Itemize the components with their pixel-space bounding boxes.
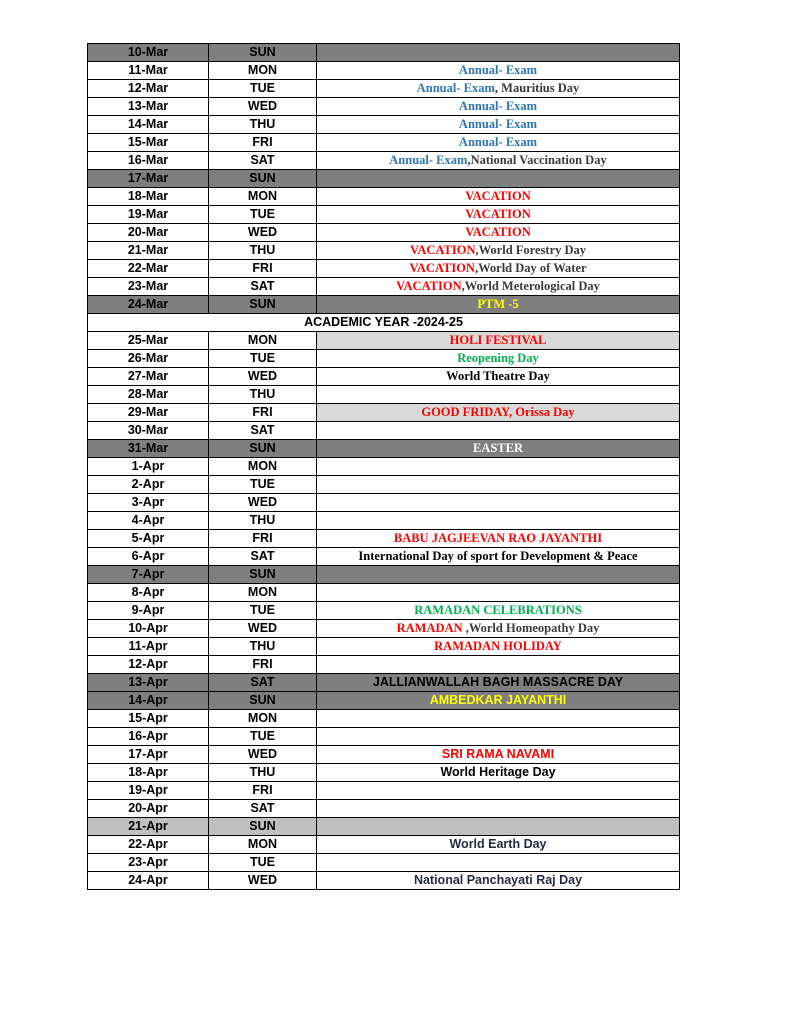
event-cell — [317, 656, 680, 674]
day-cell: FRI — [209, 404, 317, 422]
event-text: World Heritage Day — [440, 765, 556, 779]
calendar-row — [88, 800, 680, 818]
day-cell: WED — [209, 620, 317, 638]
academic-year-header-row — [88, 314, 680, 332]
event-cell — [317, 440, 680, 458]
event-text: RAMADAN CELEBRATIONS — [414, 603, 582, 617]
day-cell: WED — [209, 368, 317, 386]
event-cell — [317, 224, 680, 242]
day-cell: FRI — [209, 656, 317, 674]
event-text: VACATION — [465, 189, 531, 203]
event-cell — [317, 188, 680, 206]
event-text: ,National Vaccination Day — [467, 153, 607, 167]
event-cell — [317, 494, 680, 512]
event-text: EASTER — [472, 441, 524, 455]
event-text: RAMADAN — [396, 621, 463, 635]
day-cell: THU — [209, 512, 317, 530]
calendar-row — [88, 206, 680, 224]
calendar-row — [88, 674, 680, 692]
calendar-row — [88, 386, 680, 404]
academic-year-header: ACADEMIC YEAR -2024-25 — [88, 314, 680, 332]
event-cell — [317, 800, 680, 818]
calendar-table — [87, 43, 680, 890]
day-cell: WED — [209, 494, 317, 512]
day-cell: SUN — [209, 440, 317, 458]
day-cell: TUE — [209, 476, 317, 494]
calendar-row — [88, 566, 680, 584]
date-cell: 10-Apr — [88, 620, 209, 638]
calendar-row — [88, 458, 680, 476]
event-text: ,World Forestry Day — [475, 243, 587, 257]
event-cell — [317, 80, 680, 98]
event-cell — [317, 530, 680, 548]
day-cell: TUE — [209, 728, 317, 746]
event-text: PTM -5 — [477, 297, 519, 311]
day-cell: MON — [209, 62, 317, 80]
day-cell: SUN — [209, 818, 317, 836]
calendar-row — [88, 656, 680, 674]
calendar-row — [88, 278, 680, 296]
event-cell — [317, 170, 680, 188]
calendar-row — [88, 170, 680, 188]
event-cell — [317, 98, 680, 116]
event-text: Annual- Exam — [458, 99, 538, 113]
date-cell: 20-Mar — [88, 224, 209, 242]
date-cell: 3-Apr — [88, 494, 209, 512]
event-text: World Theatre Day — [446, 369, 550, 383]
day-cell: WED — [209, 872, 317, 890]
event-text: SRI RAMA NAVAMI — [441, 747, 555, 761]
event-cell — [317, 836, 680, 854]
event-text: BABU JAGJEEVAN RAO JAYANTHI — [393, 531, 603, 545]
event-cell — [317, 584, 680, 602]
day-cell: TUE — [209, 206, 317, 224]
day-cell: MON — [209, 188, 317, 206]
event-cell — [317, 818, 680, 836]
event-cell — [317, 44, 680, 62]
calendar-row — [88, 98, 680, 116]
date-cell: 15-Mar — [88, 134, 209, 152]
day-cell: MON — [209, 836, 317, 854]
event-text: Annual- Exam — [458, 63, 538, 77]
day-cell: WED — [209, 224, 317, 242]
day-cell: SAT — [209, 800, 317, 818]
date-cell: 5-Apr — [88, 530, 209, 548]
date-cell: 18-Mar — [88, 188, 209, 206]
date-cell: 12-Mar — [88, 80, 209, 98]
event-cell — [317, 350, 680, 368]
date-cell: 23-Mar — [88, 278, 209, 296]
event-text: RAMADAN HOLIDAY — [434, 639, 562, 653]
day-cell: SAT — [209, 278, 317, 296]
day-cell: SAT — [209, 548, 317, 566]
event-cell — [317, 566, 680, 584]
date-cell: 16-Mar — [88, 152, 209, 170]
date-cell: 11-Apr — [88, 638, 209, 656]
day-cell: MON — [209, 458, 317, 476]
day-cell: WED — [209, 98, 317, 116]
calendar-row — [88, 404, 680, 422]
day-cell: TUE — [209, 854, 317, 872]
calendar-row — [88, 602, 680, 620]
calendar-row — [88, 620, 680, 638]
event-text: World Earth Day — [449, 837, 547, 851]
calendar-row — [88, 368, 680, 386]
calendar-row — [88, 116, 680, 134]
event-cell — [317, 710, 680, 728]
day-cell: FRI — [209, 260, 317, 278]
event-cell — [317, 368, 680, 386]
event-cell — [317, 854, 680, 872]
day-cell: SAT — [209, 422, 317, 440]
calendar-body — [88, 44, 680, 890]
event-cell — [317, 476, 680, 494]
date-cell: 26-Mar — [88, 350, 209, 368]
day-cell: THU — [209, 116, 317, 134]
calendar-row — [88, 242, 680, 260]
date-cell: 31-Mar — [88, 440, 209, 458]
calendar-row — [88, 638, 680, 656]
date-cell: 24-Mar — [88, 296, 209, 314]
date-cell: 15-Apr — [88, 710, 209, 728]
day-cell: FRI — [209, 782, 317, 800]
event-text: Reopening Day — [457, 351, 539, 365]
event-cell — [317, 116, 680, 134]
event-text: GOOD FRIDAY, Orissa Day — [421, 405, 575, 419]
event-text: VACATION — [465, 207, 531, 221]
date-cell: 1-Apr — [88, 458, 209, 476]
event-text: VACATION — [409, 261, 475, 275]
calendar-row — [88, 746, 680, 764]
date-cell: 17-Mar — [88, 170, 209, 188]
calendar-row — [88, 710, 680, 728]
event-text: International Day of sport for Development & Peace — [358, 549, 638, 563]
calendar-row — [88, 530, 680, 548]
date-cell: 27-Mar — [88, 368, 209, 386]
date-cell: 14-Apr — [88, 692, 209, 710]
event-cell — [317, 242, 680, 260]
date-cell: 23-Apr — [88, 854, 209, 872]
date-cell: 19-Apr — [88, 782, 209, 800]
calendar-row — [88, 818, 680, 836]
day-cell: TUE — [209, 602, 317, 620]
calendar-row — [88, 476, 680, 494]
date-cell: 13-Mar — [88, 98, 209, 116]
calendar-row — [88, 80, 680, 98]
event-cell — [317, 746, 680, 764]
calendar-row — [88, 44, 680, 62]
day-cell: SUN — [209, 692, 317, 710]
date-cell: 7-Apr — [88, 566, 209, 584]
calendar-row — [88, 350, 680, 368]
date-cell: 30-Mar — [88, 422, 209, 440]
event-cell — [317, 692, 680, 710]
event-cell — [317, 332, 680, 350]
date-cell: 18-Apr — [88, 764, 209, 782]
event-text: ,World Homeopathy Day — [462, 621, 600, 635]
date-cell: 11-Mar — [88, 62, 209, 80]
event-cell — [317, 674, 680, 692]
day-cell: SUN — [209, 296, 317, 314]
day-cell: WED — [209, 746, 317, 764]
date-cell: 2-Apr — [88, 476, 209, 494]
date-cell: 25-Mar — [88, 332, 209, 350]
day-cell: FRI — [209, 134, 317, 152]
event-cell — [317, 764, 680, 782]
calendar-row — [88, 512, 680, 530]
calendar-row — [88, 764, 680, 782]
day-cell: TUE — [209, 80, 317, 98]
calendar-row — [88, 782, 680, 800]
date-cell: 12-Apr — [88, 656, 209, 674]
day-cell: FRI — [209, 530, 317, 548]
event-text: Annual- Exam — [458, 135, 538, 149]
event-cell — [317, 422, 680, 440]
event-text: ,World Day of Water — [474, 261, 587, 275]
event-cell — [317, 386, 680, 404]
date-cell: 13-Apr — [88, 674, 209, 692]
date-cell: 14-Mar — [88, 116, 209, 134]
event-cell — [317, 134, 680, 152]
date-cell: 4-Apr — [88, 512, 209, 530]
event-cell — [317, 512, 680, 530]
day-cell: TUE — [209, 350, 317, 368]
day-cell: SAT — [209, 674, 317, 692]
date-cell: 16-Apr — [88, 728, 209, 746]
date-cell: 8-Apr — [88, 584, 209, 602]
calendar-row — [88, 134, 680, 152]
event-cell — [317, 458, 680, 476]
event-text: VACATION — [465, 225, 531, 239]
calendar-row — [88, 692, 680, 710]
calendar-row — [88, 260, 680, 278]
calendar-row — [88, 494, 680, 512]
event-text: , Mauritius Day — [494, 81, 580, 95]
day-cell: MON — [209, 584, 317, 602]
calendar-row — [88, 440, 680, 458]
calendar-row — [88, 548, 680, 566]
event-cell — [317, 638, 680, 656]
date-cell: 22-Apr — [88, 836, 209, 854]
date-cell: 22-Mar — [88, 260, 209, 278]
day-cell: SUN — [209, 44, 317, 62]
date-cell: 19-Mar — [88, 206, 209, 224]
date-cell: 28-Mar — [88, 386, 209, 404]
event-text: VACATION — [396, 279, 462, 293]
event-cell — [317, 548, 680, 566]
calendar-row — [88, 728, 680, 746]
date-cell: 21-Apr — [88, 818, 209, 836]
event-cell — [317, 872, 680, 890]
event-cell — [317, 152, 680, 170]
event-text: AMBEDKAR JAYANTHI — [429, 693, 567, 707]
event-text: Annual- Exam — [389, 153, 468, 167]
event-cell — [317, 260, 680, 278]
event-text: National Panchayati Raj Day — [413, 873, 583, 887]
calendar-row — [88, 854, 680, 872]
day-cell: THU — [209, 638, 317, 656]
date-cell: 10-Mar — [88, 44, 209, 62]
event-text: Annual- Exam — [458, 117, 538, 131]
calendar-row — [88, 296, 680, 314]
event-text: VACATION — [409, 243, 476, 257]
event-cell — [317, 782, 680, 800]
calendar-row — [88, 836, 680, 854]
event-cell — [317, 620, 680, 638]
event-text: Annual- Exam — [416, 81, 495, 95]
calendar-row — [88, 188, 680, 206]
event-text: HOLI FESTIVAL — [449, 333, 547, 347]
event-cell — [317, 602, 680, 620]
calendar-row — [88, 422, 680, 440]
day-cell: THU — [209, 386, 317, 404]
calendar-row — [88, 152, 680, 170]
day-cell: MON — [209, 710, 317, 728]
date-cell: 29-Mar — [88, 404, 209, 422]
event-cell — [317, 278, 680, 296]
date-cell: 9-Apr — [88, 602, 209, 620]
event-text: ,World Meterological Day — [461, 279, 600, 293]
date-cell: 20-Apr — [88, 800, 209, 818]
day-cell: SUN — [209, 566, 317, 584]
day-cell: THU — [209, 764, 317, 782]
day-cell: THU — [209, 242, 317, 260]
calendar-row — [88, 224, 680, 242]
event-cell — [317, 728, 680, 746]
day-cell: SAT — [209, 152, 317, 170]
calendar-row — [88, 872, 680, 890]
date-cell: 17-Apr — [88, 746, 209, 764]
date-cell: 6-Apr — [88, 548, 209, 566]
event-cell — [317, 206, 680, 224]
calendar-row — [88, 584, 680, 602]
event-cell — [317, 62, 680, 80]
date-cell: 21-Mar — [88, 242, 209, 260]
event-text: JALLIANWALLAH BAGH MASSACRE DAY — [372, 675, 624, 689]
calendar-row — [88, 332, 680, 350]
date-cell: 24-Apr — [88, 872, 209, 890]
day-cell: MON — [209, 332, 317, 350]
calendar-row — [88, 62, 680, 80]
day-cell: SUN — [209, 170, 317, 188]
event-cell — [317, 296, 680, 314]
event-cell — [317, 404, 680, 422]
